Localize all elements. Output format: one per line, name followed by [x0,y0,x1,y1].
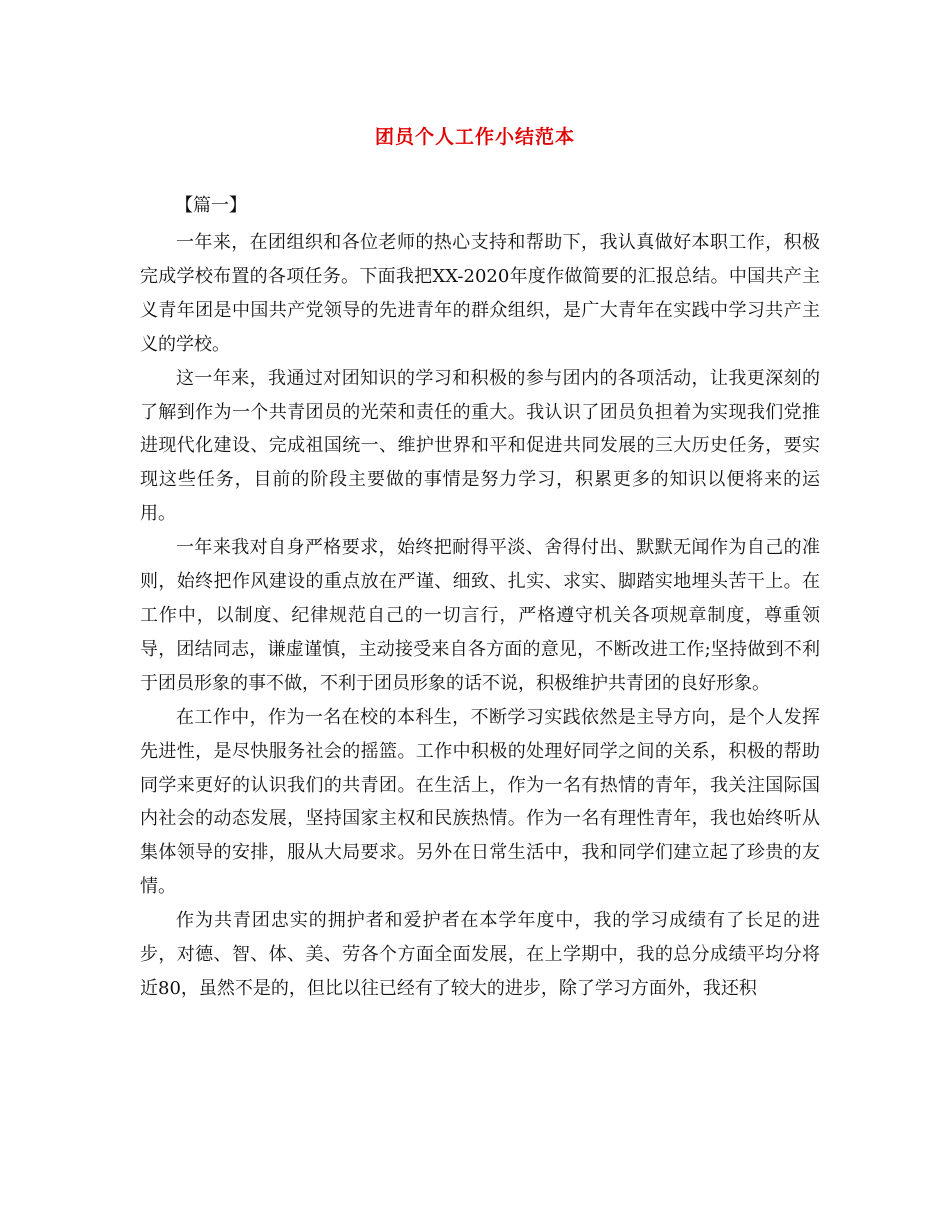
paragraph: 在工作中，作为一名在校的本科生，不断学习实践依然是主导方向，是个人发挥先进性，是尽快服务社会的摇篮。工作中积极的处理好同学之间的关系，积极的帮助同学来更好的认识我们的共青团。在生活上，作为一名有热情的青年，我关注国际国内社会的动态发展，坚持国家主权和民族热情。作为一名有理性青年，我也始终听从集体领导的安排，服从大局要求。另外在日常生活中，我和同学们建立起了珍贵的友情。 [140,706,820,898]
paragraph: 一年来，在团组织和各位老师的热心支持和帮助下，我认真做好本职工作，积极完成学校布置的各项任务。下面我把XX-2020年度作做简要的汇报总结。中国共产主义青年团是中国共产党领导的先进青年的群众组织，是广大青年在实践中学习共产主义的学校。 [140,232,820,355]
document-title: 团员个人工作小结范本 [374,126,575,148]
paragraph: 作为共青团忠实的拥护者和爱护者在本学年度中，我的学习成绩有了长足的进步，对德、智、体、美、劳各个方面全面发展，在上学期中，我的总分成绩平均分将近80，虽然不是的，但比以往已经有了较大的进步，除了学习方面外，我还积 [140,910,820,999]
paragraph: 这一年来，我通过对团知识的学习和积极的参与团内的各项活动，让我更深刻的了解到作为一个共青团员的光荣和责任的重大。我认识了团员负担着为实现我们党推进现代化建设、完成祖国统一、维护世界和平和促进共同发展的三大历史任务，要实现这些任务，目前的阶段主要做的事情是努力学习，积累更多的知识以便将来的运用。 [140,367,820,525]
paragraph: 一年来我对自身严格要求，始终把耐得平淡、舍得付出、默默无闻作为自己的准则，始终把作风建设的重点放在严谨、细致、扎实、求实、脚踏实地埋头苦干上。在工作中，以制度、纪律规范自己的一切言行，严格遵守机关各项规章制度，尊重领导，团结同志，谦虚谨慎，主动接受来自各方面的意见，不断改进工作;坚持做到不利于团员形象的事不做，不利于团员形象的话不说，积极维护共青团的良好形象。 [140,537,820,694]
document-body [140,226,820,1006]
section-heading: 【篇一】 [175,195,247,216]
